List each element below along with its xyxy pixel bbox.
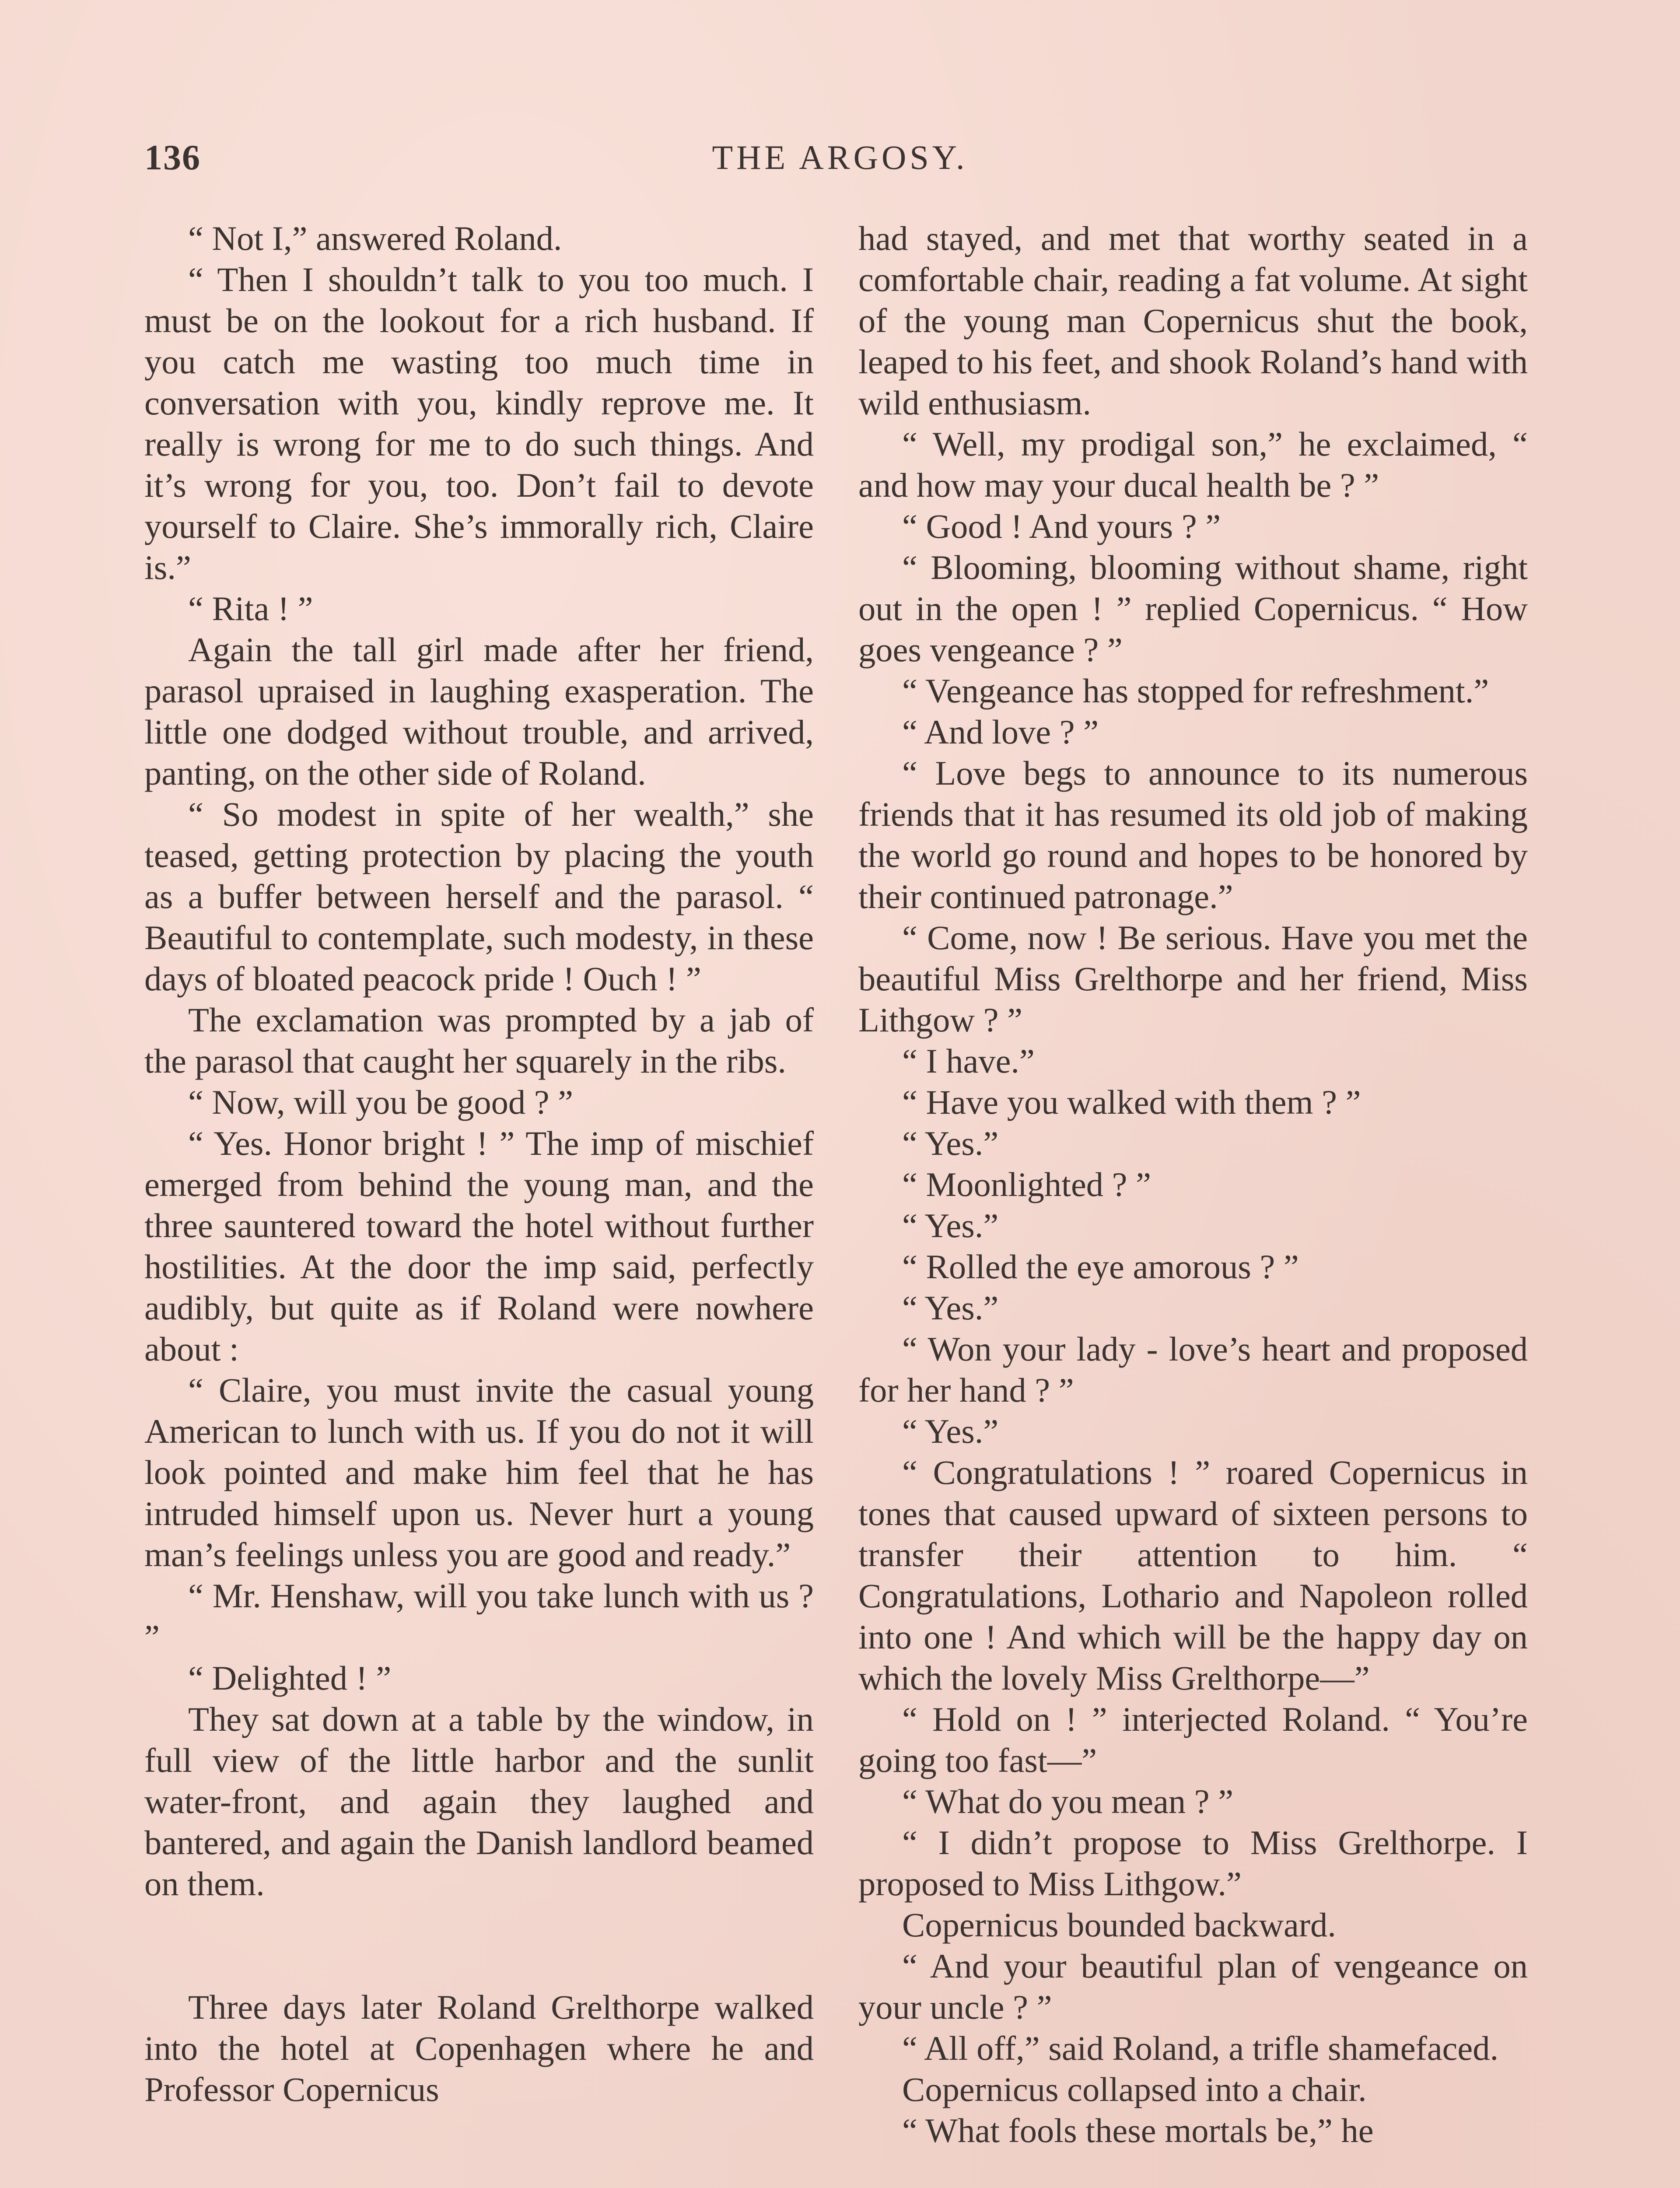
paragraph: “ Come, now ! Be serious. Have you met the beautiful Miss Grelthorpe and her friend, Miss Lithgow ? ” [858,919,1528,1039]
paragraph: “ Moonlighted ? ” [902,1165,1151,1203]
paragraph: “ Yes.” [902,1124,999,1162]
paragraph: “ What fools these mortals be,” he [902,2111,1374,2149]
paragraph: The exclamation was prompted by a jab of the parasol that caught her squarely in the ribs. [144,1001,814,1080]
paragraph: “ I didn’t propose to Miss Grelthorpe. I proposed to Miss Lithgow.” [858,1823,1528,1903]
paragraph: “ Won your lady - love’s heart and proposed for her hand ? ” [858,1330,1528,1409]
paragraph: “ Delighted ! ” [188,1659,392,1697]
paragraph: “ All off,” said Roland, a trifle shamefaced. [902,2029,1499,2067]
paragraph: “ I have.” [902,1042,1035,1080]
paragraph: Again the tall girl made after her friend, parasol upraised in laughing exasperation. The little one dodged without trouble, and arrived, panting, on the other side of Roland. [144,631,814,792]
paragraph: “ Then I shouldn’t talk to you too much. I must be on the lookout for a rich husband. If you catch me wasting too much time in conversation with you, kindly reprove me. It really is wrong for me to do such things. And it’s wrong for you, too. Don’t fail to devote yourself to Claire. She’s immorally rich, Claire is.” [144,260,814,586]
paragraph: “ Not I,” answered Roland. [188,219,562,257]
paragraph: “ Yes.” [902,1412,999,1450]
running-head: THE ARGOSY. [712,138,968,176]
paragraph: Copernicus collapsed into a chair. [902,2070,1367,2108]
paragraph: “ Yes. Honor bright ! ” The imp of mischief emerged from behind the young man, and the three sauntered toward the hotel without further hostilities. At the door the imp said, perfectly audibly, but quite as if Roland were nowhere about : [144,1124,814,1368]
paragraph: Copernicus bounded backward. [902,1906,1336,1944]
paragraph: “ So modest in spite of her wealth,” she teased, getting protection by placing the youth as a buffer between herself and the parasol. “ Beautiful to contemplate, such modesty, in these days of bloated peacock pride ! Ouch ! ” [144,795,814,998]
page-header [144,131,1536,184]
right-column [858,218,1528,2151]
page-number: 136 [144,137,201,177]
paragraph: “ Well, my prodigal son,” he exclaimed, “ and how may your ducal health be ? ” [858,425,1528,504]
paragraph: They sat down at a table by the window, in full view of the little harbor and the sunlit water-front, and again they laughed and bantered, and again the Danish landlord beamed on them. [144,1700,814,1903]
paragraph: “ Rolled the eye amorous ? ” [902,1248,1299,1286]
section-break [144,1904,814,1987]
paragraph: “ Claire, you must invite the casual young American to lunch with us. If you do not it will look pointed and make him feel that he has intruded himself upon us. Never hurt a young man’s feelings unless you are good and ready.” [144,1371,814,1574]
paragraph: “ And love ? ” [902,713,1099,751]
paragraph: “ Now, will you be good ? ” [188,1083,574,1121]
paragraph: “ Love begs to announce to its numerous friends that it has resumed its old job of making the world go round and hopes to be honored by their continued patronage.” [858,754,1528,915]
paragraph: “ Vengeance has stopped for refreshment.” [902,672,1489,710]
paragraph: “ Yes.” [902,1289,999,1327]
paragraph: Three days later Roland Grelthorpe walked into the hotel at Copenhagen where he and Professor Copernicus [144,1988,814,2108]
paragraph: “ Rita ! ” [188,589,313,628]
paragraph: “ Yes.” [902,1206,999,1245]
paragraph-continued: had stayed, and met that worthy seated in a comfortable chair, reading a fat volume. At sight of the young man Copernicus shut the book, leaped to his feet, and shook Roland’s hand with wild enthusiasm. [858,219,1528,422]
left-column [144,218,814,2110]
paragraph: “ What do you mean ? ” [902,1782,1234,1820]
paragraph: “ Have you walked with them ? ” [902,1083,1361,1121]
paragraph: “ And your beautiful plan of vengeance on your uncle ? ” [858,1947,1528,2026]
paragraph: “ Hold on ! ” interjected Roland. “ You’re going too fast—” [858,1700,1528,1779]
paragraph: “ Mr. Henshaw, will you take lunch with us ? ” [144,1577,814,1656]
paragraph: “ Good ! And yours ? ” [902,507,1221,545]
paragraph: “ Blooming, blooming without shame, right out in the open ! ” replied Copernicus. “ How goes vengeance ? ” [858,548,1528,669]
paragraph: “ Congratulations ! ” roared Copernicus in tones that caused upward of sixteen persons to transfer their attention to him. “ Congratulations, Lothario and Napoleon rolled into one ! And which will be the happy day on which the lovely Miss Grelthorpe—” [858,1453,1528,1697]
